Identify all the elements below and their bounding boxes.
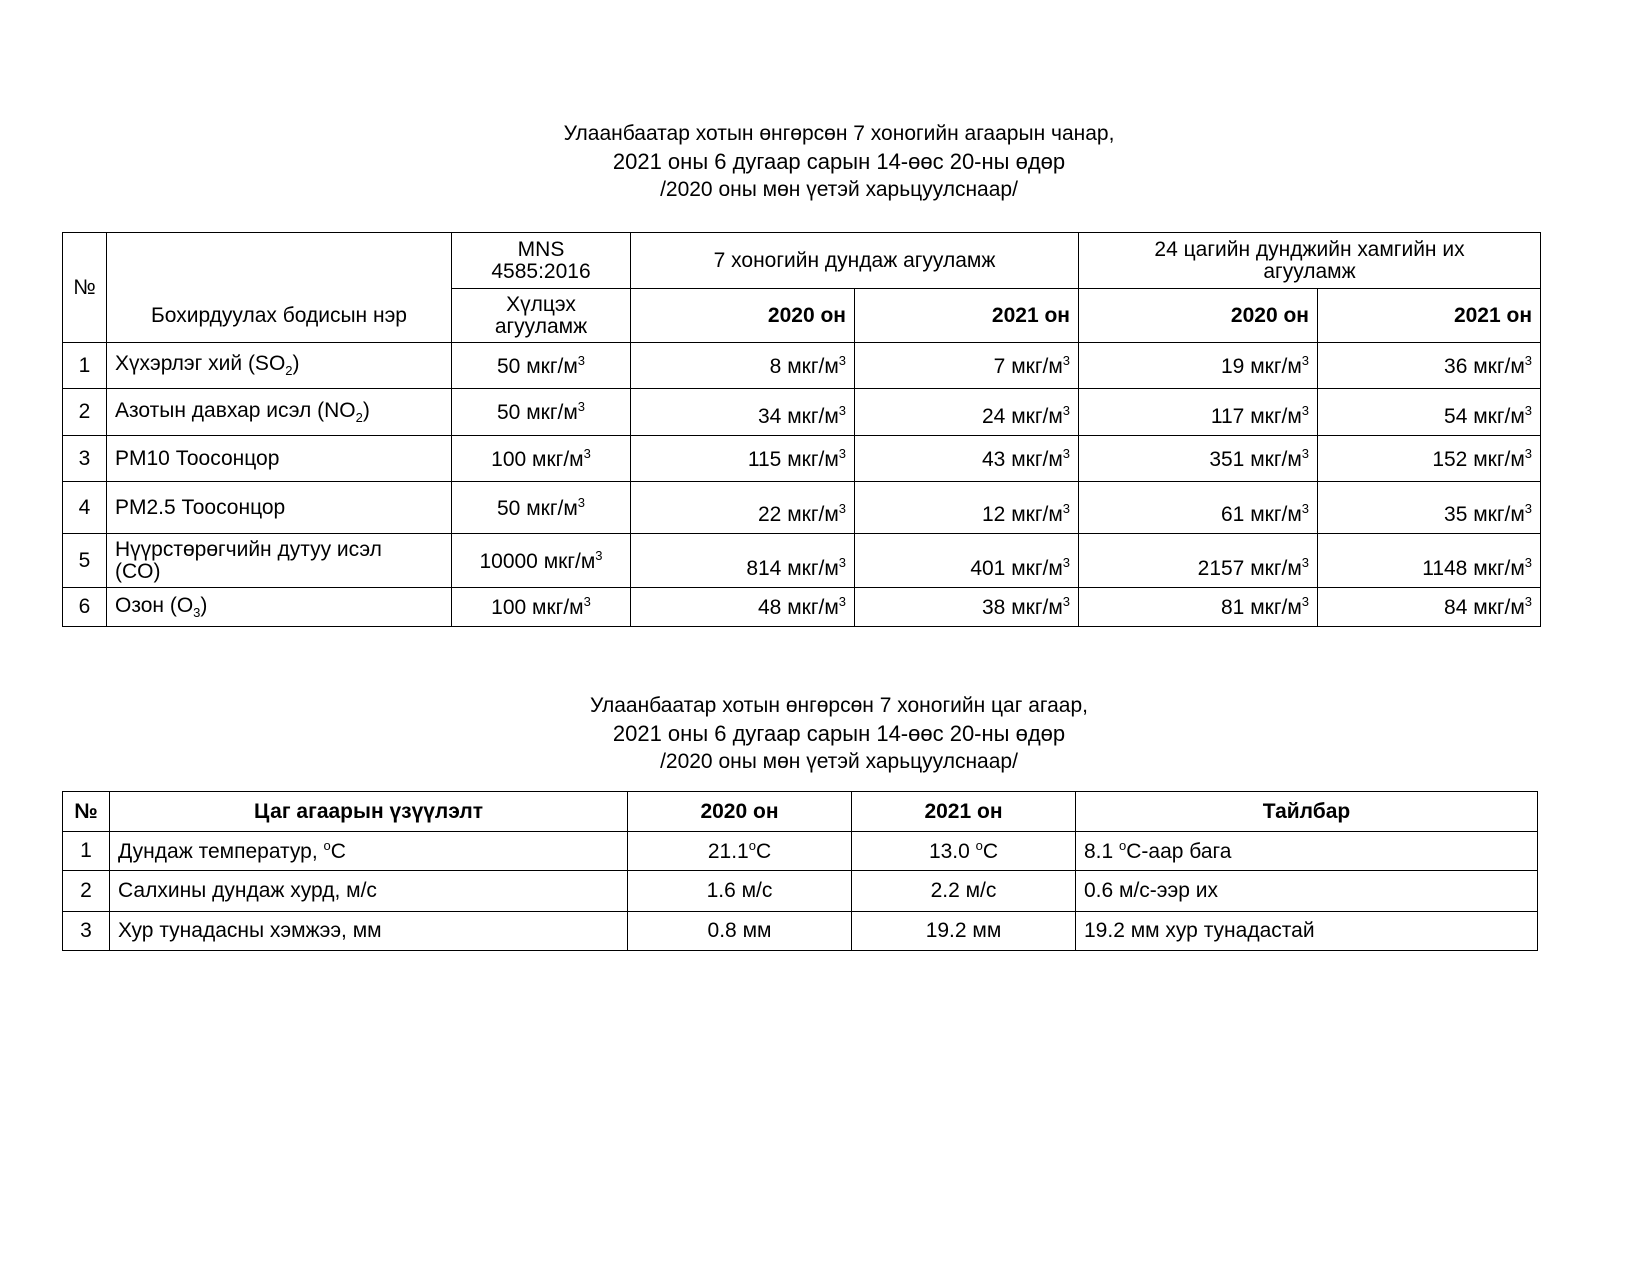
pollutant-name (107, 436, 452, 482)
unit-exponent: 3 (595, 547, 603, 563)
pollutant-subscript: 3 (193, 605, 201, 621)
header-limit (452, 289, 631, 343)
pollutant-name-end: ) (200, 593, 208, 617)
limit-value-number: 100 (491, 596, 527, 619)
degree-symbol: o (1119, 838, 1127, 853)
unit-text: мкг/м (1011, 354, 1063, 378)
max-2021-value-number: 1148 (1422, 557, 1468, 580)
row-number: 4 (63, 482, 107, 534)
max-2021-value (1318, 588, 1541, 627)
limit-value (452, 343, 631, 389)
pollutant-name-text: Хүхэрлэг хий (SO (115, 352, 286, 376)
max-2020-value (1079, 588, 1318, 627)
weather-header-2021: 2021 он (852, 792, 1076, 832)
weekly-2021-value (855, 588, 1079, 627)
table-row (63, 343, 1541, 389)
max-2021-value-number: 152 (1432, 447, 1468, 471)
weather-title (0, 692, 1650, 776)
weekly-2021-value-number: 38 (982, 596, 1006, 619)
max-2020-value-number: 117 (1210, 405, 1245, 428)
weekly-2021-value-number: 7 (993, 354, 1006, 378)
unit-exponent: 3 (838, 445, 846, 461)
header-pollutant: Бохирдуулах бодисын нэр (107, 233, 452, 343)
header-weekly-2021: 2021 он (855, 289, 1079, 343)
unit-text: мкг/м (1011, 596, 1063, 619)
limit-value-number: 50 (497, 354, 521, 378)
unit-text: мкг/м (787, 596, 839, 619)
unit-exponent: 3 (1524, 445, 1533, 461)
weather-table (62, 791, 1538, 951)
unit-exponent: 3 (1524, 594, 1533, 609)
unit-exponent: 3 (1524, 403, 1533, 418)
unit-exponent: 3 (1524, 352, 1533, 368)
header-max24-line: 24 цагийн дунджийн хамгийн их (1154, 237, 1465, 261)
weather-2021-value (852, 871, 1076, 912)
table-row (63, 436, 1541, 482)
weather-indicator (110, 871, 628, 912)
unit-exponent: 3 (1062, 501, 1070, 516)
header-no: № (63, 233, 107, 343)
unit-exponent: 3 (1301, 445, 1309, 461)
max-2020-value (1079, 482, 1318, 534)
unit-exponent: 3 (1524, 501, 1533, 516)
unit-text: мкг/м (1473, 596, 1525, 619)
unit-exponent: 3 (838, 352, 846, 368)
weekly-2021-value (855, 343, 1079, 389)
weather-note (1076, 912, 1538, 951)
row-number: 6 (63, 588, 107, 627)
header-standard-line: 4585:2016 (491, 259, 591, 283)
unit-text: мкг/м (532, 596, 584, 619)
max-2021-value (1318, 389, 1541, 436)
limit-value (452, 436, 631, 482)
unit-text: мкг/м (1473, 557, 1525, 580)
weekly-2021-value (855, 534, 1079, 588)
unit-exponent: 3 (838, 501, 846, 516)
weather-2020-value (628, 871, 852, 912)
unit-text: мкг/м (1011, 557, 1063, 580)
limit-value-number: 50 (497, 496, 521, 520)
weather-indicator-end: C (330, 840, 346, 863)
header-max24-line: агууламж (1263, 259, 1356, 283)
row-number: 1 (63, 343, 107, 389)
weather-2020-value (628, 832, 852, 871)
pollutant-name (107, 588, 452, 627)
weather-2020-value-text: 1.6 м/с (706, 879, 773, 902)
header-max-2021: 2021 он (1318, 289, 1541, 343)
weekly-2020-value (631, 588, 855, 627)
weather-indicator (110, 912, 628, 951)
pollutant-name-line2: (CO) (115, 559, 161, 583)
weather-2020-value-text: 21.1 (707, 840, 749, 863)
unit-text: мкг/м (532, 447, 584, 471)
unit-text: мкг/м (787, 447, 839, 471)
weather-row (63, 832, 1538, 871)
max-2020-value-number: 351 (1209, 447, 1245, 471)
pollutant-name-end: ) (362, 398, 370, 422)
row-number: 2 (63, 871, 110, 912)
weekly-2020-value-number: 814 (746, 557, 782, 580)
weather-note-text: 8.1 (1084, 840, 1120, 863)
limit-value-number: 10000 (479, 549, 538, 573)
header-limit-line: агууламж (494, 314, 588, 338)
unit-exponent: 3 (1301, 501, 1309, 516)
header-limit-line: Хүлцэх (506, 292, 576, 316)
max-2020-value (1079, 534, 1318, 588)
weekly-2020-value (631, 436, 855, 482)
max-2020-value (1079, 389, 1318, 436)
weather-title-line: Улаанбаатар хотын өнгөрсөн 7 хоногийн цаг агаар, (590, 694, 1088, 717)
max-2021-value (1318, 436, 1541, 482)
row-number: 2 (63, 389, 107, 436)
weekly-2020-value-number: 8 (769, 354, 782, 378)
pollutant-name (107, 482, 452, 534)
limit-value (452, 389, 631, 436)
unit-exponent: 3 (577, 352, 585, 368)
unit-text: мкг/м (1250, 354, 1302, 378)
weather-2021-value-end: C (982, 840, 999, 863)
air-quality-title-line: Улаанбаатар хотын өнгөрсөн 7 хоногийн агаарын чанар, (563, 122, 1115, 145)
weather-2021-value-text: 13.0 (928, 840, 976, 863)
unit-text: мкг/м (787, 503, 839, 526)
air-quality-title-line: 2021 оны 6 дугаар сарын 14-өөс 20-ны өдөр (612, 149, 1066, 174)
table-row (63, 534, 1541, 588)
table-row (63, 482, 1541, 534)
unit-text: мкг/м (787, 354, 839, 378)
weather-note-text: 0.6 м/с-ээр их (1084, 879, 1218, 902)
unit-exponent: 3 (1062, 352, 1070, 368)
weekly-2020-value-number: 22 (758, 503, 782, 526)
weather-2021-value (852, 912, 1076, 951)
weather-title-line: 2021 оны 6 дугаар сарын 14-өөс 20-ны өдөр (612, 721, 1066, 746)
pollutant-name-text: PM2.5 Тоосонцор (115, 495, 286, 519)
weekly-2020-value (631, 389, 855, 436)
unit-exponent: 3 (577, 399, 585, 414)
pollutant-name (107, 343, 452, 389)
weather-2021-value (852, 832, 1076, 871)
row-number: 5 (63, 534, 107, 588)
pollutant-name-end: ) (292, 352, 300, 376)
air-quality-table (62, 232, 1541, 627)
weather-note (1076, 832, 1538, 871)
weather-indicator-text: Салхины дундаж хурд, м/с (118, 879, 377, 902)
pollutant-name (107, 389, 452, 436)
air-quality-title-line: /2020 оны мөн үетэй харьцуулснаар/ (660, 178, 1018, 201)
weekly-2021-value (855, 482, 1079, 534)
row-number: 1 (63, 832, 110, 871)
unit-text: мкг/м (1250, 405, 1302, 428)
unit-exponent: 3 (838, 555, 846, 570)
header-max-2020: 2020 он (1079, 289, 1318, 343)
weather-header-indicator: Цаг агаарын үзүүлэлт (110, 792, 628, 832)
unit-exponent: 3 (1301, 403, 1309, 418)
unit-text: мкг/м (1473, 405, 1525, 428)
weather-indicator-text: Хур тунадасны хэмжээ, мм (118, 919, 382, 942)
unit-text: мкг/м (1250, 447, 1302, 471)
weekly-2021-value-number: 43 (982, 447, 1006, 471)
unit-text: мкг/м (1473, 354, 1525, 378)
degree-symbol: o (323, 838, 331, 853)
weather-2020-value (628, 912, 852, 951)
unit-text: мкг/м (1250, 596, 1302, 619)
unit-exponent: 3 (1062, 594, 1070, 609)
weekly-2021-value (855, 389, 1079, 436)
unit-exponent: 3 (1062, 403, 1070, 418)
weather-row (63, 871, 1538, 912)
max-2020-value-number: 2157 (1197, 557, 1245, 580)
max-2021-value-number: 54 (1444, 405, 1468, 428)
air-quality-title (0, 120, 1650, 204)
unit-text: мкг/м (787, 557, 839, 580)
weekly-2020-value-number: 34 (758, 405, 782, 428)
limit-value-number: 100 (491, 447, 527, 471)
air-quality-rows (63, 343, 1541, 627)
weather-note (1076, 871, 1538, 912)
degree-symbol: o (975, 838, 983, 853)
pollutant-name (107, 534, 452, 588)
weather-note-end: C-аар бага (1126, 840, 1232, 863)
weekly-2021-value-number: 12 (982, 503, 1006, 526)
weather-2020-value-text: 0.8 мм (707, 919, 772, 942)
unit-exponent: 3 (1062, 445, 1070, 461)
pollutant-name-text: Озон (O (115, 593, 194, 617)
weather-header-2020: 2020 он (628, 792, 852, 832)
max-2020-value-number: 61 (1221, 503, 1245, 526)
max-2021-value (1318, 534, 1541, 588)
weekly-2020-value (631, 482, 855, 534)
pollutant-subscript: 2 (355, 410, 363, 426)
weather-indicator-text: Дундаж температур, (118, 840, 324, 863)
unit-text: мкг/м (1473, 447, 1525, 471)
header-standard (452, 233, 631, 289)
table-row (63, 588, 1541, 627)
unit-text: мкг/м (1011, 405, 1063, 428)
degree-symbol: o (748, 838, 756, 853)
max-2020-value (1079, 343, 1318, 389)
weekly-2020-value (631, 534, 855, 588)
weekly-2021-value (855, 436, 1079, 482)
unit-text: мкг/м (543, 549, 596, 573)
max-2020-value-number: 81 (1221, 596, 1245, 619)
unit-text: мкг/м (526, 354, 578, 378)
unit-text: мкг/м (787, 405, 839, 428)
unit-text: мкг/м (1473, 503, 1525, 526)
limit-value (452, 588, 631, 627)
max-2021-value-number: 36 (1444, 354, 1468, 378)
unit-exponent: 3 (1301, 352, 1309, 368)
weather-rows (63, 832, 1538, 951)
unit-exponent: 3 (583, 594, 591, 609)
header-standard-line: MNS (517, 237, 565, 261)
max-2021-value-number: 84 (1444, 596, 1468, 619)
unit-exponent: 3 (838, 594, 846, 609)
max-2020-value-number: 19 (1221, 354, 1245, 378)
row-number: 3 (63, 436, 107, 482)
weather-row (63, 912, 1538, 951)
weather-2021-value-text: 2.2 м/с (930, 879, 997, 902)
limit-value (452, 482, 631, 534)
pollutant-name-text: PM10 Тоосонцор (115, 446, 280, 470)
unit-exponent: 3 (838, 403, 846, 418)
unit-text: мкг/м (526, 496, 578, 520)
weekly-2020-value (631, 343, 855, 389)
weather-header-row (63, 792, 1538, 832)
weekly-2021-value-number: 24 (982, 405, 1006, 428)
unit-text: мкг/м (1250, 503, 1302, 526)
weekly-2021-value-number: 401 (970, 557, 1006, 580)
pollutant-subscript: 2 (285, 363, 293, 379)
header-weekly-avg: 7 хоногийн дундаж агууламж (631, 233, 1079, 289)
pollutant-name-text: Азотын давхар исэл (NO (115, 398, 356, 422)
unit-exponent: 3 (583, 445, 591, 461)
unit-exponent: 3 (577, 494, 585, 510)
weather-indicator (110, 832, 628, 871)
weather-title-line: /2020 оны мөн үетэй харьцуулснаар/ (660, 750, 1018, 773)
unit-text: мкг/м (1250, 557, 1302, 580)
unit-exponent: 3 (1301, 594, 1309, 609)
unit-text: мкг/м (526, 401, 578, 424)
unit-exponent: 3 (1062, 555, 1070, 570)
header-row (63, 233, 1541, 289)
unit-text: мкг/м (1011, 447, 1063, 471)
max-2021-value (1318, 482, 1541, 534)
row-number: 3 (63, 912, 110, 951)
weather-note-text: 19.2 мм хур тунадастай (1084, 919, 1315, 942)
table-row (63, 389, 1541, 436)
weekly-2020-value-number: 48 (758, 596, 788, 619)
weather-header-no: № (63, 792, 110, 832)
unit-exponent: 3 (1524, 555, 1533, 570)
limit-value (452, 534, 631, 588)
weather-2020-value-end: C (755, 840, 772, 863)
weather-2021-value-text: 19.2 мм (925, 919, 1002, 942)
unit-text: мкг/м (1011, 503, 1063, 526)
weather-header-note: Тайлбар (1076, 792, 1538, 832)
max-2020-value (1079, 436, 1318, 482)
unit-exponent: 3 (1301, 555, 1309, 570)
weekly-2020-value-number: 115 (747, 447, 782, 471)
max-2021-value (1318, 343, 1541, 389)
header-weekly-2020: 2020 он (631, 289, 855, 343)
max-2021-value-number: 35 (1444, 503, 1468, 526)
pollutant-name-text: Нүүрстөрөгчийн дутуу исэл (115, 537, 382, 561)
limit-value-number: 50 (497, 401, 521, 424)
header-max24 (1079, 233, 1541, 289)
